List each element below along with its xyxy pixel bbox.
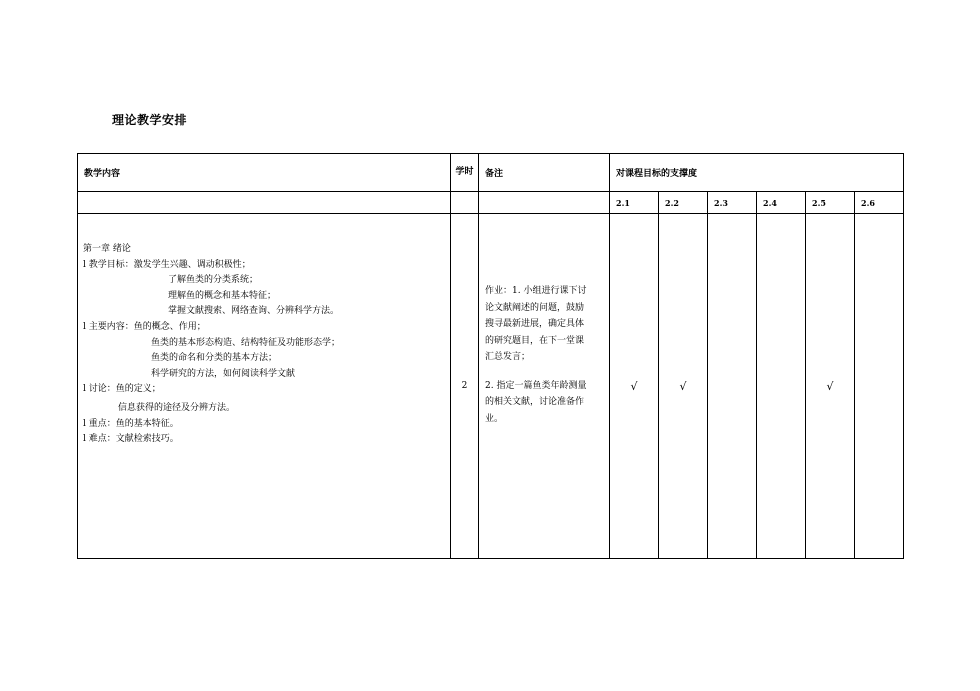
header-support: 对课程目标的支撑度 bbox=[610, 154, 904, 192]
objective-2-2: 2.2 bbox=[659, 192, 708, 214]
table-row bbox=[78, 214, 904, 559]
objective-2-5: 2.5 bbox=[806, 192, 855, 214]
objective-2-4: 2.4 bbox=[757, 192, 806, 214]
support-mark-2-6 bbox=[855, 214, 904, 559]
subheader-empty-content bbox=[78, 192, 451, 214]
content-line: l 重点：鱼的基本特征。 bbox=[83, 418, 179, 429]
chapter-content-cell bbox=[78, 214, 451, 559]
support-mark-2-1: √ bbox=[610, 214, 659, 559]
content-line: 理解鱼的概念和基本特征； bbox=[168, 290, 277, 301]
content-line: 掌握文献搜索、网络查询、分辨科学方法。 bbox=[168, 306, 340, 317]
notes-line: 汇总发言； bbox=[485, 352, 531, 362]
header-content: 教学内容 bbox=[78, 154, 451, 192]
notes-line: 作业：1. 小组进行课下讨 bbox=[485, 286, 587, 296]
support-mark-2-5: √ bbox=[806, 214, 855, 559]
content-line: 了解鱼类的分类系统； bbox=[168, 275, 259, 286]
notes-line: 业。 bbox=[485, 413, 504, 424]
content-line: 第一章 绪论 bbox=[83, 244, 131, 254]
table-header-row bbox=[78, 154, 904, 192]
content-line: 鱼类的命名和分类的基本方法； bbox=[151, 353, 278, 364]
notes-line: 2. 指定一篇鱼类年龄测量 bbox=[485, 380, 587, 391]
hours-value: 2 bbox=[451, 214, 479, 559]
content-line: 鱼类的基本形态构造、结构特征及功能形态学； bbox=[151, 337, 341, 348]
section-title: 理论教学安排 bbox=[112, 113, 188, 127]
notes-line: 的研究题目，在下一堂课 bbox=[485, 335, 585, 346]
subheader-empty-notes bbox=[479, 192, 610, 214]
notes-cell bbox=[479, 214, 610, 559]
subheader-empty-hours bbox=[451, 192, 479, 214]
support-mark-2-3 bbox=[708, 214, 757, 559]
header-hours: 学时 bbox=[451, 154, 479, 192]
objective-2-1: 2.1 bbox=[610, 192, 659, 214]
content-line: 科学研究的方法，如何阅读科学文献 bbox=[151, 368, 296, 379]
content-line: l 讨论：鱼的定义； bbox=[83, 384, 161, 395]
notes-line: 论文献阐述的问题，鼓励 bbox=[485, 302, 585, 313]
content-line: l 教学目标：激发学生兴趣、调动积极性； bbox=[83, 259, 251, 270]
content-line: l 主要内容：鱼的概念、作用； bbox=[83, 321, 206, 332]
objective-2-6: 2.6 bbox=[855, 192, 904, 214]
header-notes: 备注 bbox=[479, 154, 610, 192]
content-line: 信息获得的途径及分辨方法。 bbox=[118, 402, 236, 413]
table-subheader-row bbox=[78, 192, 904, 214]
support-mark-2-2: √ bbox=[659, 214, 708, 559]
objective-2-3: 2.3 bbox=[708, 192, 757, 214]
content-line: l 难点：文献检索技巧。 bbox=[83, 434, 179, 445]
notes-line: 搜寻最新进展，确定具体 bbox=[485, 319, 585, 329]
notes-line: 的相关文献，讨论准备作 bbox=[485, 397, 585, 407]
teaching-schedule-table bbox=[77, 153, 904, 559]
support-mark-2-4 bbox=[757, 214, 806, 559]
